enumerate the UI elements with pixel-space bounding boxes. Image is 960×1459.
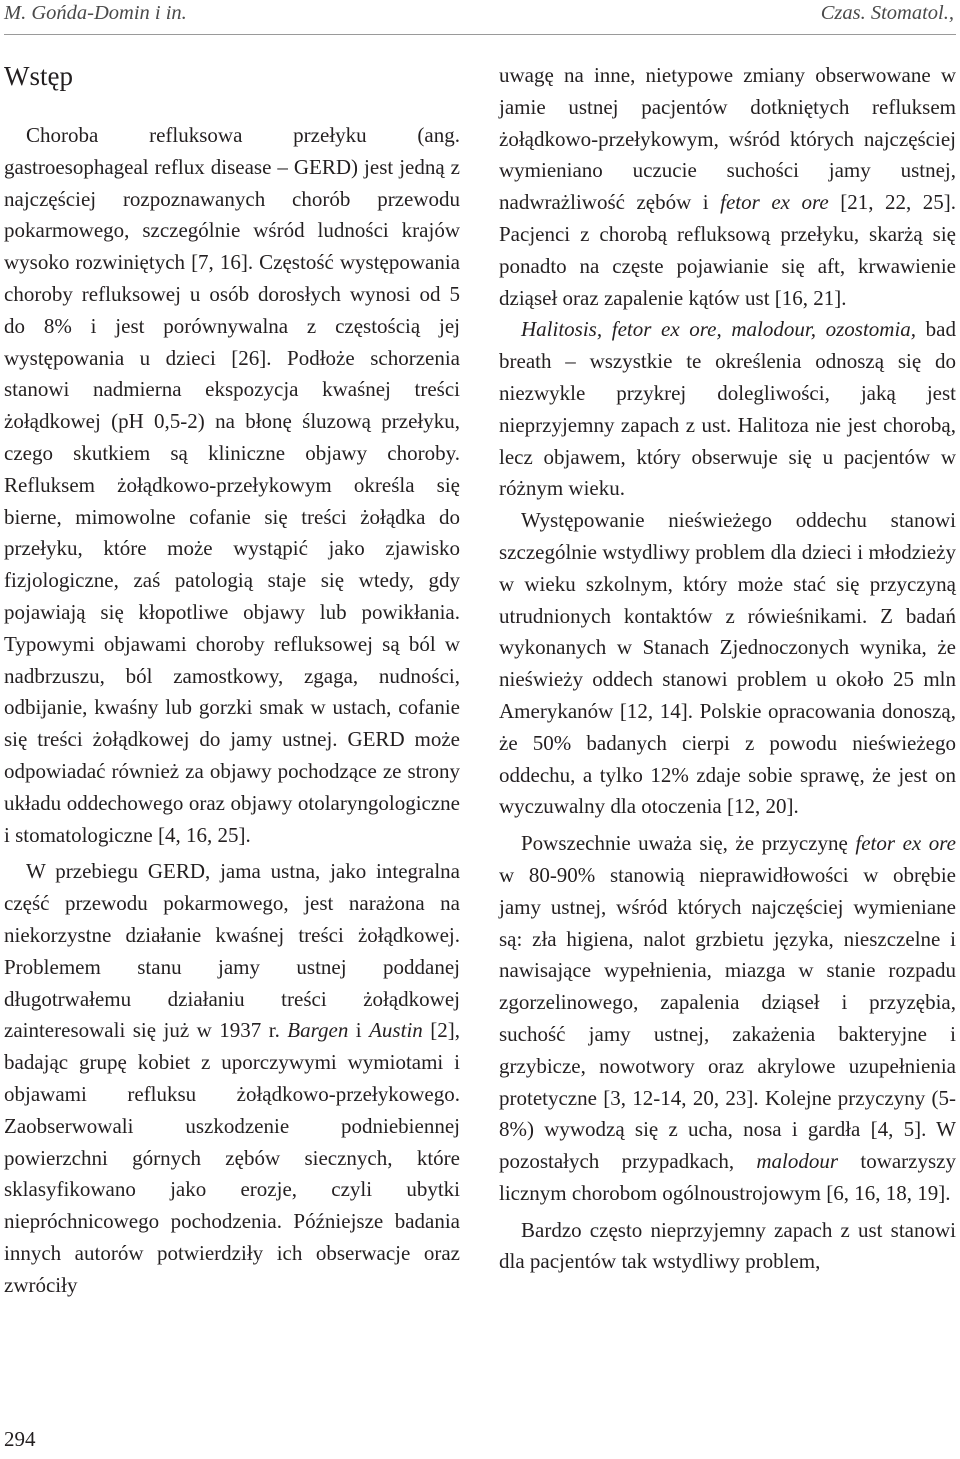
paragraph-halitosis-definition: Halitosis, fetor ex ore, malodour, ozostomia, bad breath – wszystkie te określenia odnoszą się do niezwykle przykrej dolegliwości, jaką jest nieprzyjemny zapach z ust. Halitoza nie jest chorobą, lecz objawem, który obserwuje się u pacjentów w różnym wieku. (499, 317, 956, 501)
running-head-journal: Czas. Stomatol., (820, 2, 954, 24)
paragraph-embarrassment: Bardzo często nieprzyjemny zapach z ust stanowi dla pacjentów tak wstydliwy problem, (499, 1217, 956, 1274)
paragraph-oral-changes: uwagę na inne, nietypowe zmiany obserwowane w jamie ustnej pacjentów dotkniętych refluksem żołądkowo-przełykowym, wśród których najczęściej wymieniano uczucie suchości jamy ustnej, nadwrażliwość zębów i fetor ex ore [21, 22, 25]. Pacjenci z chorobą refluksową przełyku, skarżą się ponadto na częste pojawianie się aft, krwawienie dziąseł oraz zapalenie kątów ust [16, 21]. (499, 63, 956, 310)
halitosis-terms: Halitosis, fetor ex ore, malodour, ozostomia, (521, 317, 917, 342)
term-fetor-ex-ore-2: fetor ex ore (855, 831, 956, 856)
paragraph-gerd-oral-cavity: W przebiegu GERD, jama ustna, jako integralna część przewodu pokarmowego, jest narażona na niekorzystne działanie kwaśnej treści żołądkowej. Problemem stanu jamy ustnej poddanej długotrwałemu działaniu treści żołądkowej zainteresowali się już w 1937 r. Bargen i Austin [2], badając grupę kobiet z uporczywymi wymiotami i objawami refluksu żołądkowo-przełykowego. Zaobserwowali uszkodzenie podniebiennej powierzchni górnych zębów siecznych, które sklasyfikowano jako erozje, czyli ubytki niepróchnicowego pochodzenia. Późniejsze badania innych autorów potwierdziły ich obserwacje oraz zwróciły (4, 859, 460, 1297)
author-bargen: Bargen (287, 1018, 349, 1043)
right-column (499, 60, 956, 1278)
author-austin: Austin (369, 1018, 423, 1043)
section-title: Wstęp (4, 61, 73, 91)
paragraph-prevalence: Występowanie nieświeżego oddechu stanowi szczególnie wstydliwy problem dla dzieci i młodzieży w wieku szkolnym, który może stać się przyczyną utrudnionych kontaktów z rówieśnikami. Z badań wykonanych w Stanach Zjednoczonych wynika, że nieświeży oddech stanowi problem u około 25 mln Amerykanów [12, 14]. Polskie opracowania donoszą, że 50% badanych cierpi z powodu nieświeżego oddechu, a tylko 12% zdaje sobie sprawę, że jest on wyczuwalny dla otoczenia [12, 20]. (499, 508, 956, 819)
running-head-authors: M. Gońda-Domin i in. (4, 2, 187, 24)
left-column (4, 60, 460, 1301)
paragraph-intro-gerd: Choroba refluksowa przełyku (ang. gastroesophageal reflux disease – GERD) jest jedną z najczęściej rozpoznawanych chorób przewodu pokarmowego, szczególnie wśród ludności krajów wysoko rozwiniętych [7, 16]. Częstość występowania choroby refluksowej u osób dorosłych wynosi od 5 do 8% i jest porównywalna z częstością jej występowania u dzieci [26]. Podłoże schorzenia stanowi nadmierna ekspozycja kwaśnej treści żołądkowej (pH 0,5-2) na błonę śluzową przełyku, czego skutkiem są kliniczne objawy choroby. Refluksem żołądkowo-przełykowym określa się bierne, mimowolne cofanie się treści żołądka do przełyku, które może wystąpić jako zjawisko fizjologiczne, zaś patologią staje się wtedy, gdy pojawiają się kłopotliwe objawy lub powikłania. Typowymi objawami choroby refluksowej są ból w nadbrzuszu, ból zamostkowy, zgaga, nudności, odbijanie, kwaśny lub gorzki smak w ustach, cofanie się treści żołądkowej do jamy ustnej. GERD może odpowiadać również za objawy pochodzące ze strony układu oddechowego oraz objawy otolaryngologiczne i stomatologiczne [4, 16, 25]. (4, 123, 460, 847)
paragraph-causes: Powszechnie uważa się, że przyczynę fetor ex ore w 80-90% stanowią nieprawidłowości w obrębie jamy ustnej, wśród których najczęściej wymieniane są: zła higiena, nalot grzbietu języka, nieszczelne i nawisające wypełnienia, miazga w stanie rozpadu zgorzelinowego, zapalenia dziąseł i przyzębia, suchość jamy ustnej, zakażenia bakteryjne i grzybicze, nowotwory oraz akrylowe uzupełnienia protetyczne [3, 12-14, 20, 23]. Kolejne przyczyny (5-8%) wywodzą się z ucha, nosa i gardła [4, 5]. W pozostałych przypadkach, malodour towarzyszy licznym chorobom ogólnoustrojowym [6, 16, 18, 19]. (499, 831, 956, 1205)
header-rule (4, 34, 956, 35)
term-malodour: malodour (756, 1149, 839, 1174)
page-number: 294 (4, 1427, 36, 1451)
term-fetor-ex-ore: fetor ex ore (720, 190, 829, 215)
